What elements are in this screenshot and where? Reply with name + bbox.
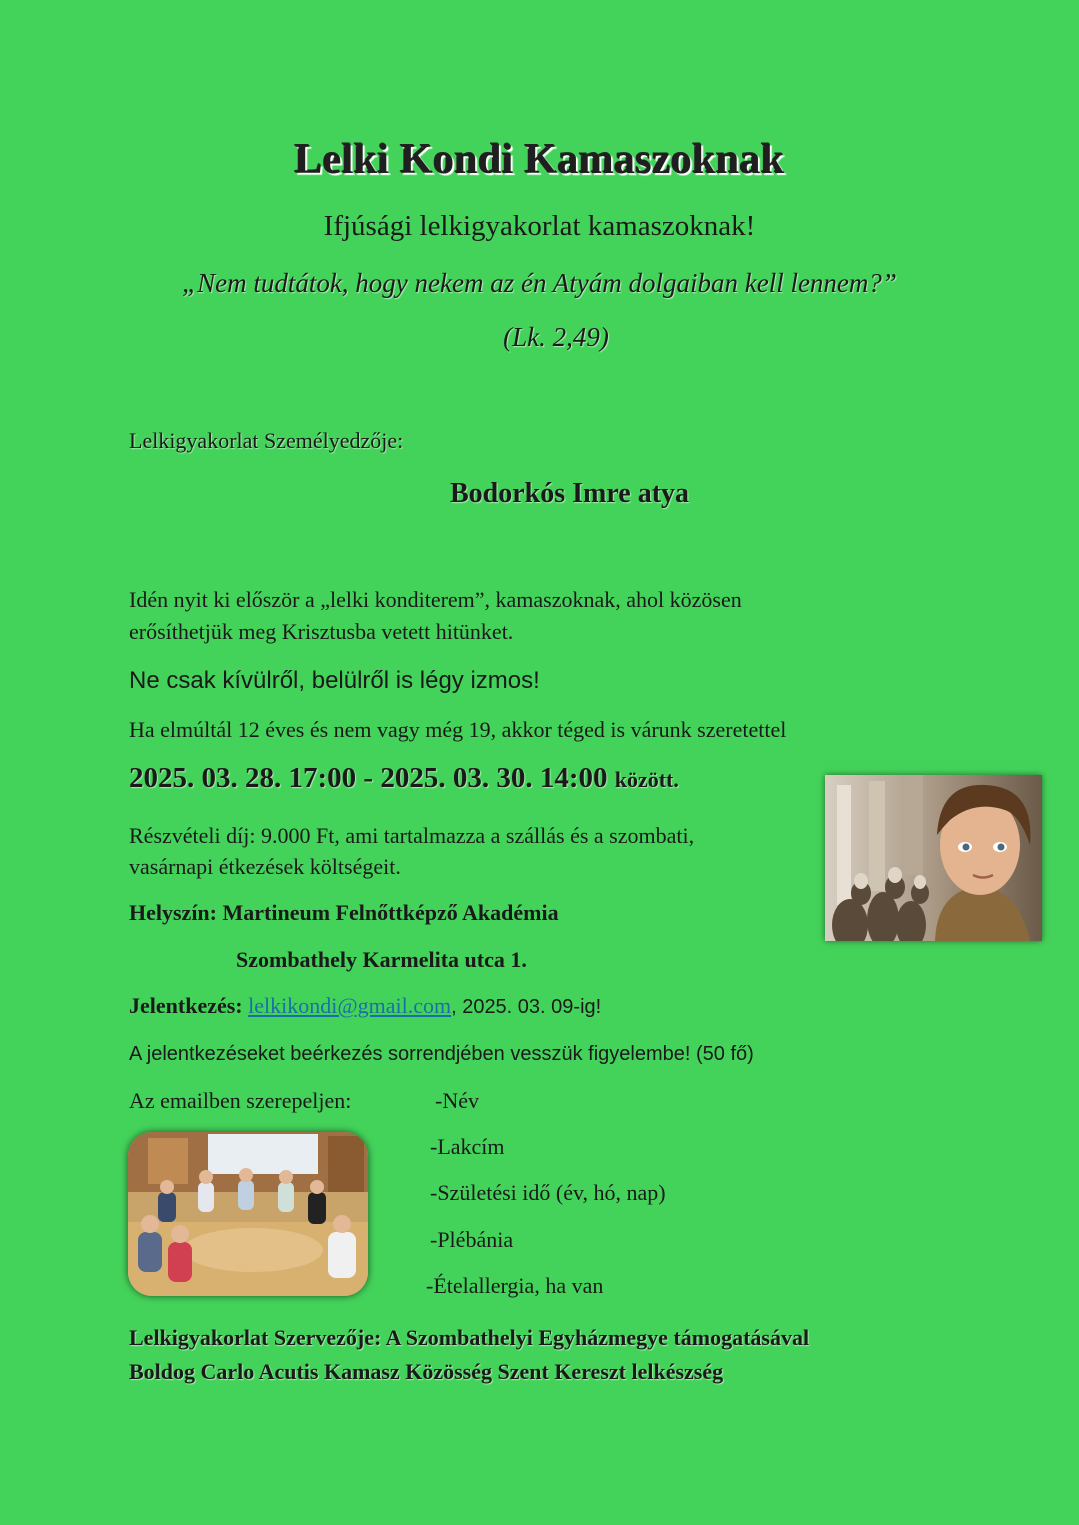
- bible-quote: „Nem tudtátok, hogy nekem az én Atyám dolgaiban kell lennem?”: [182, 268, 897, 298]
- email-item-name: -Név: [435, 1088, 479, 1113]
- poster-subtitle: Ifjúsági lelkigyakorlat kamaszoknak!: [323, 210, 756, 242]
- bible-reference: (Lk. 2,49): [503, 322, 609, 352]
- age-requirement: Ha elmúltál 12 éves és nem vagy még 19, akkor téged is várunk szeretettel: [129, 717, 787, 742]
- event-dates: [129, 762, 679, 795]
- trainer-name: Bodorkós Imre atya: [450, 478, 690, 509]
- signup-line: [129, 990, 601, 1023]
- boy-illustration: [825, 775, 1042, 941]
- organizer-line-2: Boldog Carlo Acutis Kamasz Közösség Szent Kereszt lelkészség: [129, 1359, 724, 1384]
- poster-title: Lelki Kondi Kamaszoknak: [294, 137, 785, 183]
- email-intro: Az emailben szerepeljen:: [129, 1088, 352, 1113]
- email-item-address: -Lakcím: [430, 1134, 505, 1159]
- location-label: Helyszín: Martineum Felnőttképző Akadémia: [129, 900, 559, 925]
- motto: Ne csak kívülről, belülről is légy izmos!: [129, 667, 540, 694]
- email-item-allergy: -Ételallergia, ha van: [426, 1273, 604, 1298]
- email-item-parish: -Plébánia: [430, 1227, 514, 1252]
- order-note: A jelentkezéseket beérkezés sorrendjében vesszük figyelembe! (50 fő): [129, 1043, 754, 1065]
- group-photo: [128, 1132, 368, 1296]
- fee-line-1: Részvételi díj: 9.000 Ft, ami tartalmazza a szállás és a szombati,: [129, 823, 695, 848]
- intro-line-2: erősíthetjük meg Krisztusba vetett hitünket.: [129, 619, 514, 644]
- organizer-line-1: Lelkigyakorlat Szervezője: A Szombathelyi Egyházmegye támogatásával: [129, 1325, 810, 1350]
- email-item-birthdate: -Születési idő (év, hó, nap): [430, 1180, 666, 1205]
- trainer-label: Lelkigyakorlat Személyedzője:: [129, 428, 404, 453]
- location-address: Szombathely Karmelita utca 1.: [236, 947, 527, 972]
- intro-line-1: Idén nyit ki először a „lelki konditerem”, kamaszoknak, ahol közösen: [129, 587, 742, 612]
- dates-range: 2025. 03. 28. 17:00 - 2025. 03. 30. 14:00: [129, 762, 608, 794]
- dates-suffix: között.: [614, 767, 679, 792]
- signup-deadline: , 2025. 03. 09-ig!: [451, 996, 602, 1018]
- signup-email-link[interactable]: lelkikondi@gmail.com: [248, 993, 452, 1018]
- fee-line-2: vasárnapi étkezések költségeit.: [129, 854, 401, 879]
- signup-label: Jelentkezés:: [129, 993, 243, 1018]
